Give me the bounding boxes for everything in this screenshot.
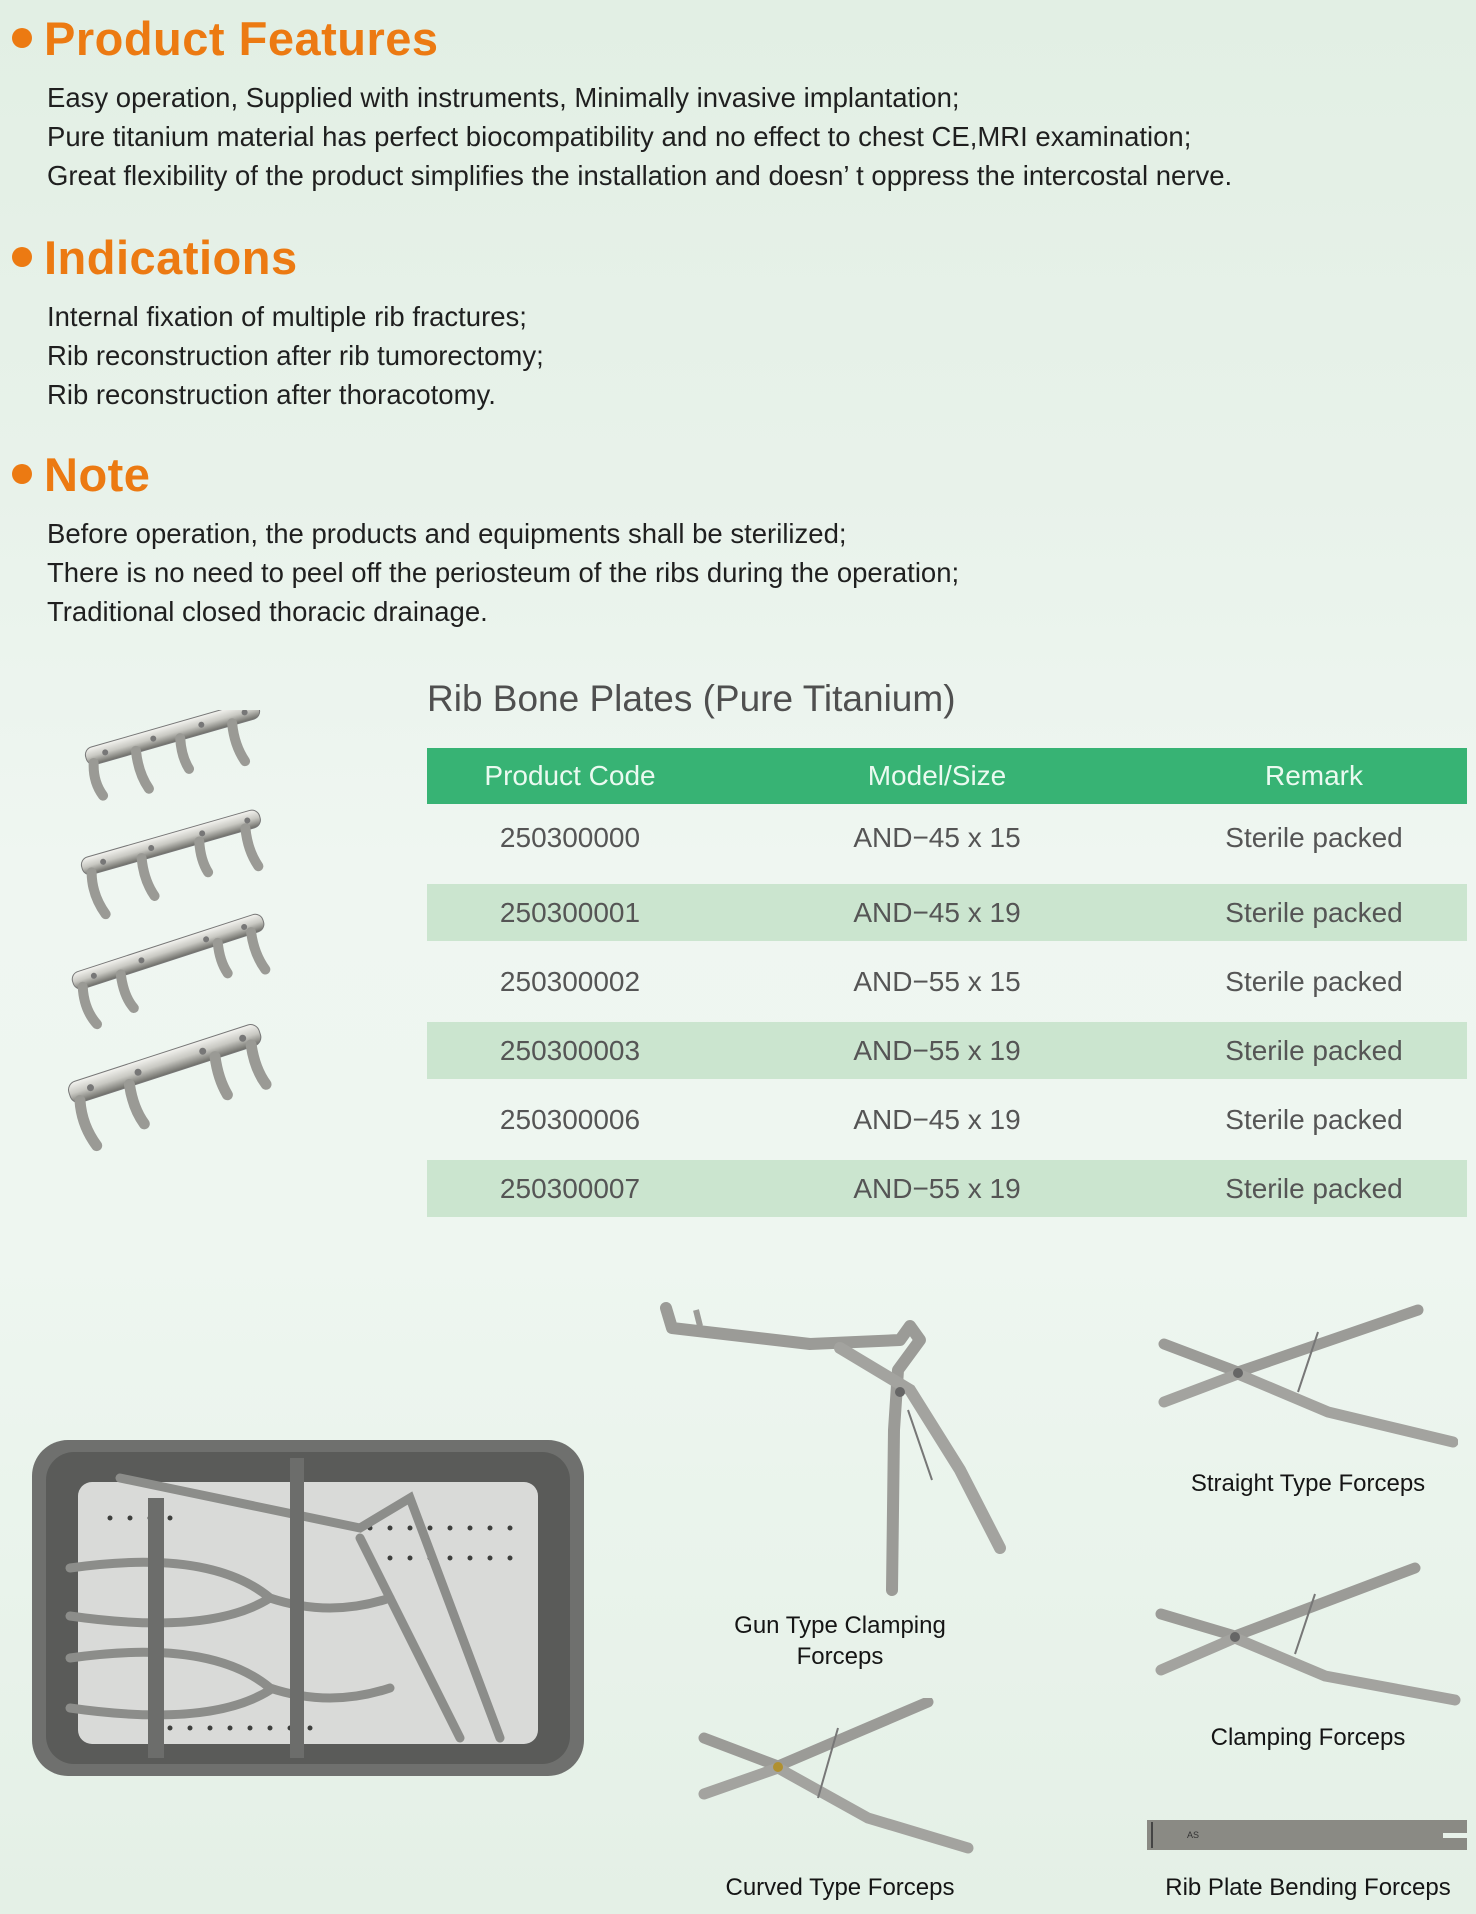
rib-plate-icon	[84, 710, 272, 803]
model-size: AND−55 x 19	[853, 1034, 1021, 1066]
caption-rib-plate-bending-forceps: Rib Plate Bending Forceps	[1165, 1874, 1451, 1901]
instrument-tray-image	[30, 1438, 586, 1778]
feature-line: Easy operation, Supplied with instruments, Minimally invasive implantation;	[47, 82, 960, 113]
clamping-forceps-image	[1155, 1560, 1465, 1710]
product-code: 250300000	[499, 822, 641, 853]
curved-type-forceps-image	[698, 1698, 978, 1858]
indication-line: Rib reconstruction after thoracotomy.	[47, 379, 496, 410]
table-row	[427, 884, 1467, 941]
rib-plate-icon	[70, 912, 278, 1027]
caption-straight-type-forceps: Straight Type Forceps	[1190, 1470, 1426, 1497]
remark: Sterile packed	[1225, 1172, 1403, 1204]
model-size: AND−55 x 15	[853, 965, 1021, 997]
remark: Sterile packed	[1225, 896, 1403, 928]
column-header-model-size: Model/Size	[867, 760, 1007, 791]
product-code: 250300001	[499, 896, 641, 928]
svg-text:AS: AS	[1187, 1830, 1200, 1840]
note-line: Before operation, the products and equipments shall be sterilized;	[47, 518, 847, 549]
caption-gun-type-clamping-forceps	[680, 1610, 1000, 1672]
table-row	[427, 1160, 1467, 1217]
straight-type-forceps-image	[1158, 1302, 1458, 1452]
indication-line: Internal fixation of multiple rib fractures;	[47, 301, 527, 332]
bullet-icon	[12, 28, 32, 48]
section-title: Indications	[44, 230, 298, 284]
bullet-icon	[12, 464, 32, 484]
model-size: AND−45 x 19	[853, 1103, 1021, 1135]
table-title: Rib Bone Plates (Pure Titanium)	[427, 678, 956, 719]
table-row	[427, 804, 1467, 872]
remark: Sterile packed	[1225, 822, 1403, 853]
rib-plate-icon	[66, 1022, 277, 1148]
gun-type-clamping-forceps-image	[660, 1300, 1020, 1600]
note-line: Traditional closed thoracic drainage.	[47, 596, 488, 627]
product-code: 250300007	[499, 1172, 641, 1204]
product-code: 250300003	[499, 1034, 641, 1066]
section-indications	[0, 227, 544, 414]
column-header-remark: Remark	[1264, 760, 1363, 791]
feature-line: Pure titanium material has perfect biocompatibility and no effect to chest CE,MRI examination;	[47, 121, 1192, 152]
model-size: AND−45 x 15	[853, 822, 1021, 853]
caption-clamping-forceps: Clamping Forceps	[1210, 1724, 1406, 1751]
indication-line: Rib reconstruction after rib tumorectomy;	[47, 340, 544, 371]
model-size: AND−55 x 19	[853, 1172, 1021, 1204]
section-note	[0, 444, 959, 631]
section-title: Note	[44, 447, 151, 501]
rib-plates-image	[50, 710, 290, 1190]
rib-plate-bending-forceps-image	[1147, 1820, 1467, 1850]
bullet-icon	[12, 247, 32, 267]
table-row	[427, 1091, 1467, 1148]
product-table	[427, 748, 1467, 1217]
remark: Sterile packed	[1225, 1103, 1403, 1135]
table-row	[427, 1022, 1467, 1079]
column-header-product-code: Product Code	[484, 760, 656, 791]
caption-line: Gun Type Clamping	[734, 1612, 946, 1639]
remark: Sterile packed	[1225, 1034, 1403, 1066]
table-header	[427, 748, 1467, 804]
section-title: Product Features	[44, 11, 439, 65]
rib-plate-icon	[80, 808, 274, 917]
caption-curved-type-forceps: Curved Type Forceps	[725, 1874, 955, 1901]
product-code: 250300006	[499, 1103, 641, 1135]
table-row	[427, 953, 1467, 1010]
feature-line: Great flexibility of the product simplifies the installation and doesn’ t oppress the intercostal nerve.	[47, 160, 1233, 191]
section-product-features	[0, 8, 1232, 195]
caption-line: Forceps	[796, 1643, 884, 1670]
product-code: 250300002	[499, 965, 641, 997]
remark: Sterile packed	[1225, 965, 1403, 997]
model-size: AND−45 x 19	[853, 896, 1021, 928]
note-line: There is no need to peel off the periosteum of the ribs during the operation;	[47, 557, 960, 588]
